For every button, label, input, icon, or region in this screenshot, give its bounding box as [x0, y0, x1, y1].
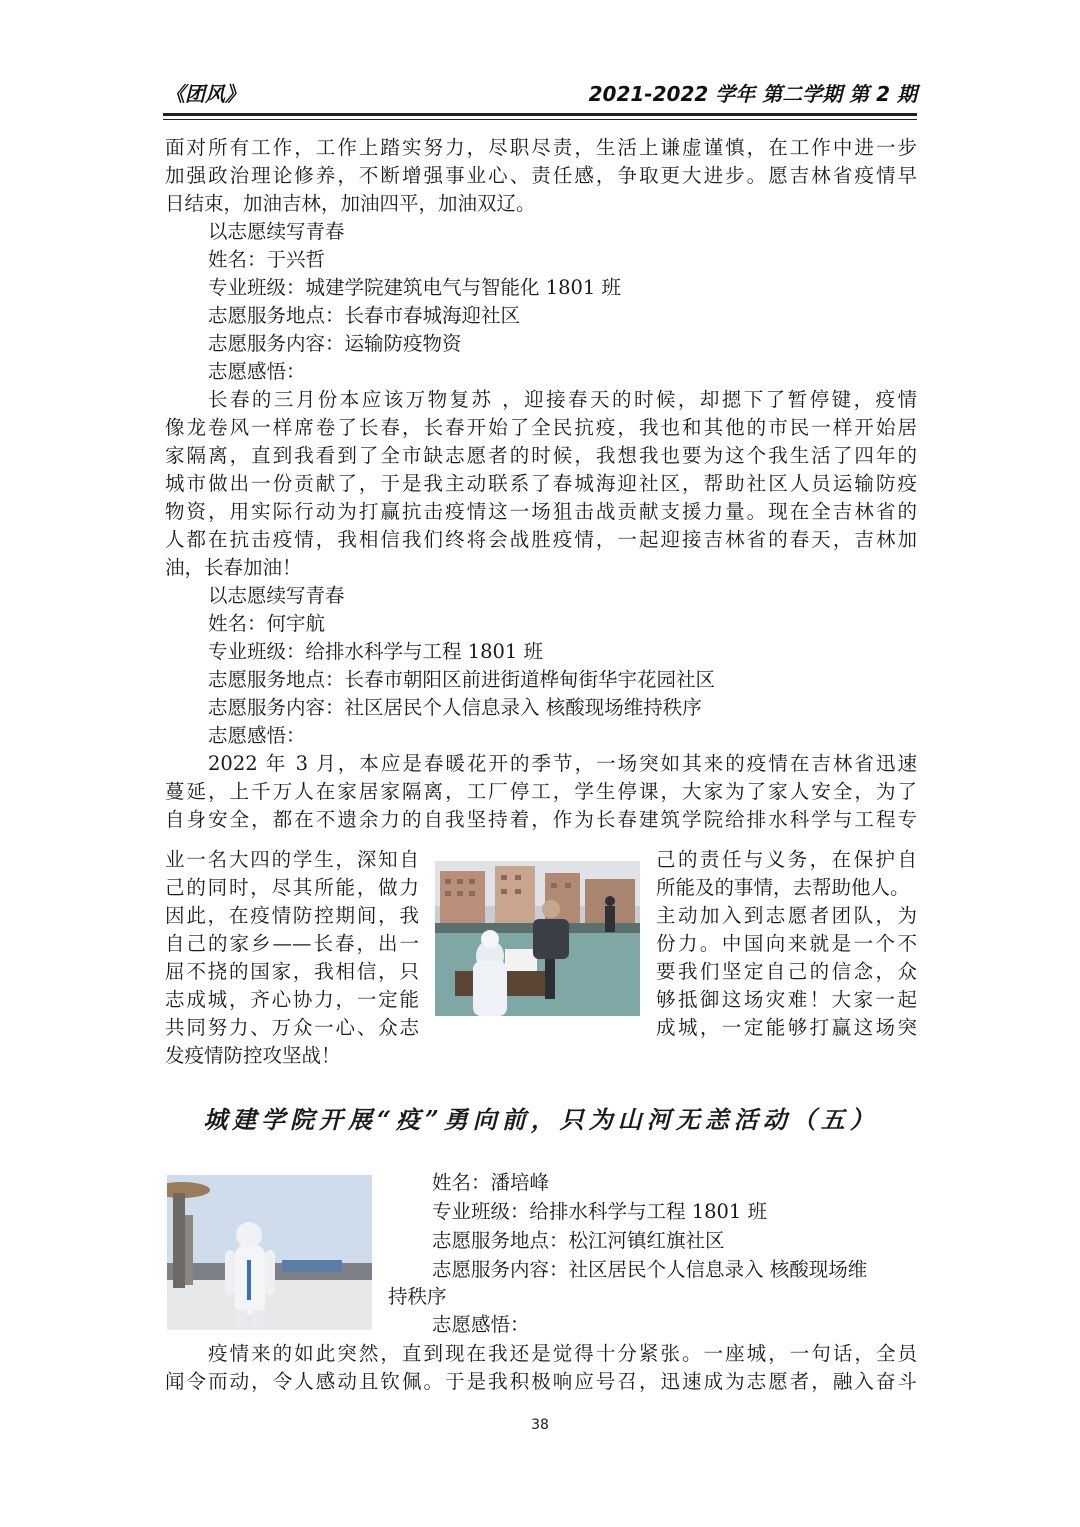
- text-line: 屈不挠的国家，我相信，只: [165, 960, 419, 983]
- article-body-tail: [165, 1340, 917, 1396]
- text-line: 加强政治理论修养，不断增强事业心、责任感，争取更大进步。愿吉林省疫情早: [165, 164, 917, 187]
- volunteer-content: 志愿服务内容：社区居民个人信息录入 核酸现场维持秩序: [208, 696, 702, 719]
- journal-title: 《团风》: [165, 82, 245, 106]
- section-heading: 以志愿续写青春: [208, 220, 345, 243]
- text-line: 主动加入到志愿者团队，为: [656, 904, 917, 927]
- volunteer-name: 姓名：于兴哲: [208, 248, 326, 271]
- volunteer-class: 专业班级：给排水科学与工程 1801 班: [432, 1200, 768, 1223]
- text-line: 够抵御这场灾难！大家一起: [656, 988, 917, 1011]
- text-line: 闻令而动，令人感动且钦佩。于是我积极响应号召，迅速成为志愿者，融入奋斗: [165, 1370, 917, 1393]
- text-line: 长春的三月份本应该万物复苏 ，迎接春天的时候，却摁下了暂停键，疫情: [208, 388, 917, 411]
- text-line: 蔓延，上千万人在家居家隔离，工厂停工，学生停课，大家为了家人安全，为了: [165, 780, 917, 803]
- text-line: 家隔离，直到我看到了全市缺志愿者的时候，我想我也要为这个我生活了四年的: [165, 444, 917, 467]
- volunteer-class: 专业班级：给排水科学与工程 1801 班: [208, 640, 544, 663]
- wrap-text-right: [656, 846, 917, 1042]
- text-line: 面对所有工作，工作上踏实努力，尽职尽责，生活上谦虚谨慎，在工作中进一步: [165, 136, 917, 159]
- text-line: 油，长春加油！: [165, 556, 302, 579]
- text-line: 自己的家乡——长春，出一: [165, 932, 419, 955]
- volunteer-info: [432, 1168, 867, 1284]
- volunteer-place: 志愿服务地点：松江河镇红旗社区: [432, 1229, 725, 1252]
- volunteer-name: 姓名：潘培峰: [432, 1171, 550, 1194]
- text-line: 志成城，齐心协力，一定能: [165, 988, 419, 1011]
- text-line: 因此，在疫情防控期间，我: [165, 904, 419, 927]
- volunteer-content: 志愿服务内容：运输防疫物资: [208, 332, 462, 355]
- text-line: 共同努力、万众一心、众志: [165, 1016, 419, 1039]
- text-line: 人都在抗击疫情，我相信我们终将会战胜疫情，一起迎接吉林省的春天，吉林加: [165, 528, 917, 551]
- photo-nucleic-acid-testing: [435, 861, 640, 1016]
- volunteer-name: 姓名：何宇航: [208, 612, 326, 635]
- text-line: 己的同时，尽其所能，做力: [165, 876, 419, 899]
- text-line: 份力。中国向来就是一个不: [656, 932, 917, 955]
- section-heading: 以志愿续写青春: [208, 584, 345, 607]
- volunteer-content: 志愿服务内容：社区居民个人信息录入 核酸现场维: [432, 1258, 868, 1281]
- text-line: 像龙卷风一样席卷了长春，长春开始了全民抗疫，我也和其他的市民一样开始居: [165, 416, 917, 439]
- text-line: 发疫情防控攻坚战！: [165, 1044, 341, 1067]
- volunteer-feeling-label: 志愿感悟：: [432, 1313, 530, 1336]
- volunteer-place: 志愿服务地点：长春市朝阳区前进街道桦甸街华宇花园社区: [208, 668, 716, 691]
- text-line: 所能及的事情，去帮助他人。: [656, 876, 910, 899]
- text-line: 物资，用实际行动为打赢抗击疫情这一场狙击战贡献支援力量。现在全吉林省的: [165, 500, 917, 523]
- volunteer-feeling-label: 志愿感悟：: [208, 360, 306, 383]
- text-line: 成城，一定能够打赢这场突: [656, 1016, 917, 1039]
- text-line: 业一名大四的学生，深知自: [165, 848, 419, 871]
- section-title: 城建学院开展“疫”勇向前，只为山河无恙活动（五）: [203, 1105, 879, 1134]
- issue-info: 2021-2022 学年 第二学期 第 2 期: [588, 82, 917, 106]
- wrap-text-left: [165, 846, 419, 1042]
- header-rule-thin: [163, 119, 917, 120]
- text-line: 己的责任与义务，在保护自: [656, 848, 917, 871]
- text-line: 2022 年 3 月，本应是春暖花开的季节，一场突如其来的疫情在吉林省迅速: [208, 752, 917, 775]
- volunteer-feeling-label: 志愿感悟：: [208, 724, 306, 747]
- text-line: 自身安全，都在不遗余力的自我坚持着，作为长春建筑学院给排水科学与工程专: [165, 808, 917, 831]
- header-rule: [163, 113, 917, 116]
- text-line: 城市做出一份贡献了，于是我主动联系了春城海迎社区，帮助社区人员运输防疫: [165, 472, 917, 495]
- page-number: 38: [531, 1417, 549, 1433]
- volunteer-class: 专业班级：城建学院建筑电气与智能化 1801 班: [208, 276, 622, 299]
- text-line: 疫情来的如此突然，直到现在我还是觉得十分紧张。一座城，一句话，全员: [208, 1342, 917, 1365]
- text-line: 要我们坚定自己的信念，众: [656, 960, 917, 983]
- text-line: 日结束，加油吉林，加油四平，加油双辽。: [165, 192, 536, 215]
- volunteer-content-continued: 持秩序: [388, 1285, 447, 1308]
- photo-volunteer-protective-suit: [167, 1175, 372, 1330]
- article-body: [165, 134, 917, 834]
- volunteer-place: 志愿服务地点：长春市春城海迎社区: [208, 304, 521, 327]
